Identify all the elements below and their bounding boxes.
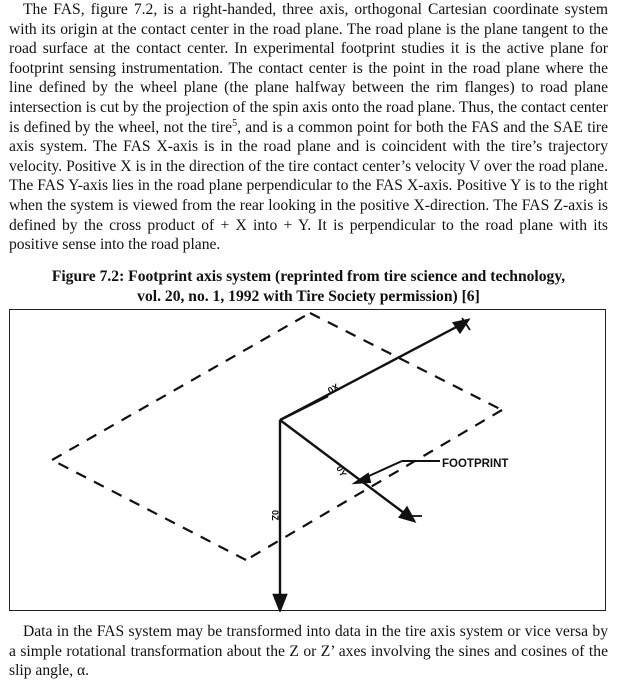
figure-caption — [9, 267, 608, 307]
x0-label: 0X — [326, 381, 341, 396]
z-axis — [274, 396, 328, 610]
x-axis-offset-line — [280, 396, 328, 420]
paragraph-text-part2: , and is a common point for both the FAS and the SAE tire axis system. The FAS X-axis is in the road plane and is coincident with the tire’s trajectory velocity. Positive X is in the direction of the tire contact center’s velocity V over the road plane. The FAS Y-axis lies in the road plane perpendicular to the FAS X-axis. Positive Y is to the right when the system is viewed from the rear looking in the positive X-direction. The FAS Z-axis is defined by the cross product of + X into + Y. It is perpendicular to the road plane with its positive sense into the road plane. — [9, 118, 609, 254]
body-paragraph-fas-definition — [9, 0, 608, 255]
z0-label: 0Z — [270, 510, 280, 521]
paragraph-text-part1: The FAS, figure 7.2, is a right-handed, three axis, orthogonal Cartesian coordinate system with its origin at the contact center in the road plane. The road plane is the plane tangent to the road surface at the contact center. In experimental footprint studies it is the active plane for footprint sensing instrumentation. The contact center is the point in the road plane where the line defined by the wheel plane (the plane halfway between the rim flanges) to road plane intersection is cut by the projection of the spin axis onto the road plane. Thus, the contact center is defined by the wheel, not the tire — [9, 1, 608, 136]
body-paragraph-transformation — [9, 622, 608, 681]
y-axis-arrowhead — [400, 508, 414, 521]
road-plane-edge-top-right — [310, 313, 502, 410]
footnote-marker: 5 — [232, 117, 238, 129]
y0-label: 0Y — [334, 464, 349, 479]
z-label: Z — [272, 594, 282, 600]
x-axis-arrowhead — [454, 320, 468, 332]
road-plane-edge-bottom-right — [246, 410, 502, 560]
footprint-axis-figure — [9, 309, 606, 611]
caption-line-1: Figure 7.2: Footprint axis system (reprinted from tire science and technology, — [51, 268, 566, 285]
y-axis — [280, 420, 422, 521]
footprint-label: FOOTPRINT — [442, 458, 509, 470]
road-plane-outline — [52, 313, 502, 560]
footprint-axis-diagram — [10, 310, 607, 612]
road-plane-edge-top-left — [52, 313, 310, 460]
paragraph2-text: Data in the FAS system may be transformed into data in the tire axis system or vice versa by a simple rotational transformation about the Z or Z’ axes involving the sines and cosines of the slip angle, α. — [9, 623, 608, 680]
road-plane-edge-bottom-left — [52, 460, 246, 560]
caption-line-2: vol. 20, no. 1, 1992 with Tire Society permission) [6] — [137, 288, 480, 305]
